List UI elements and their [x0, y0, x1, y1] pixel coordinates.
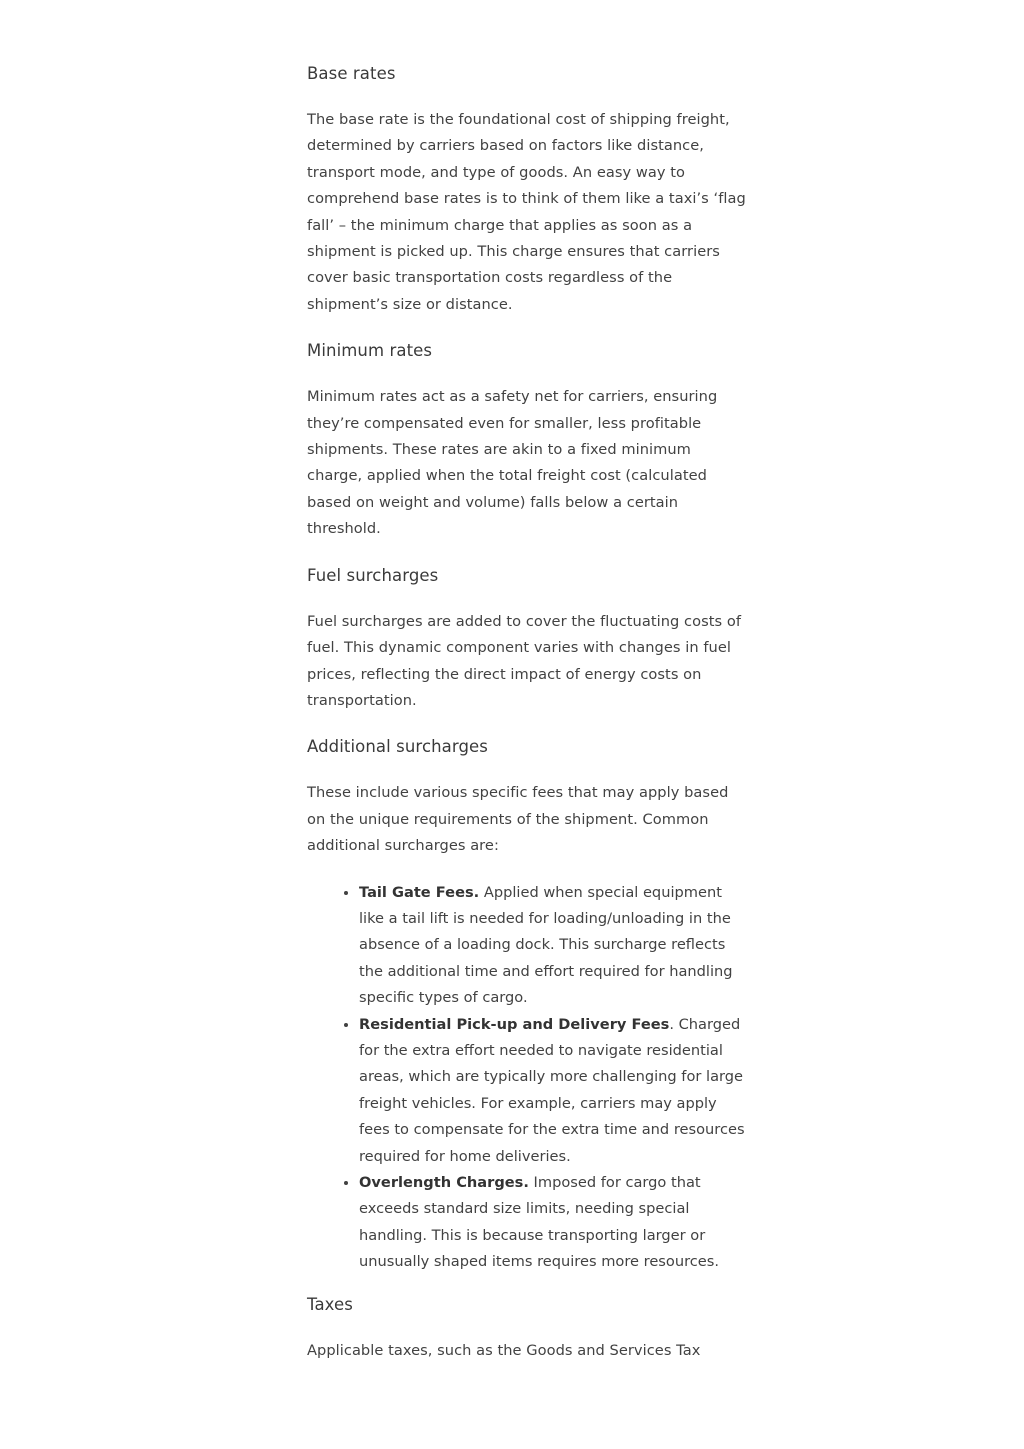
- heading-fuel-surcharges: Fuel surcharges: [307, 565, 439, 585]
- list-item-residential-fees: [359, 1012, 749, 1170]
- list-item-text: . Charged for the extra effort needed to navigate residential areas, which are typically more challenging for large freight vehicles. For example, carriers may apply fees to compensate for the extra time and resources required for home deliveries.: [359, 1015, 745, 1165]
- list-item-text: Applied when special equipment like a tail lift is needed for loading/unloading in the absence of a loading dock. This surcharge reflects the additional time and effort required for handling specific types of cargo.: [359, 883, 733, 1007]
- paragraph-base-rates: The base rate is the foundational cost of shipping freight, determined by carriers based on factors like distance, transport mode, and type of goods. An easy way to comprehend base rates is to think of them like a taxi’s ‘flag fall’ – the minimum charge that applies as soon as a shipment is picked up. This charge ensures that carriers cover basic transportation costs regardless of the shipment’s size or distance.: [307, 111, 746, 313]
- heading-minimum-rates: Minimum rates: [307, 341, 433, 361]
- heading-taxes: Taxes: [307, 1294, 353, 1314]
- heading-additional-surcharges: Additional surcharges: [307, 737, 489, 757]
- list-item-text: Imposed for cargo that exceeds standard size limits, needing special handling. This is because transporting larger or unusually shaped items requires more resources.: [359, 1174, 720, 1271]
- list-item-overlength-charges: [359, 1170, 749, 1276]
- list-item-term: Residential Pick-up and Delivery Fees: [359, 1015, 670, 1033]
- list-item-tail-gate-fees: [359, 880, 749, 1012]
- heading-base-rates: Base rates: [307, 64, 396, 83]
- paragraph-fuel-surcharges: Fuel surcharges are added to cover the fluctuating costs of fuel. This dynamic component varies with changes in fuel prices, reflecting the direct impact of energy costs on transportation.: [307, 612, 742, 709]
- list-item-term: Overlength Charges.: [359, 1174, 529, 1191]
- paragraph-additional-surcharges: These include various specific fees that may apply based on the unique requirements of the shipment. Common additional surcharges are:: [307, 784, 729, 855]
- article-body: [307, 61, 749, 1384]
- surcharges-list: [307, 880, 749, 1276]
- list-item-term: Tail Gate Fees.: [359, 883, 480, 901]
- paragraph-taxes: Applicable taxes, such as the Goods and Services Tax: [307, 1341, 701, 1359]
- paragraph-minimum-rates: Minimum rates act as a safety net for carriers, ensuring they’re compensated even for smaller, less profitable shipments. These rates are akin to a fixed minimum charge, applied when the total freight cost (calculated based on weight and volume) falls below a certain threshold.: [307, 388, 718, 538]
